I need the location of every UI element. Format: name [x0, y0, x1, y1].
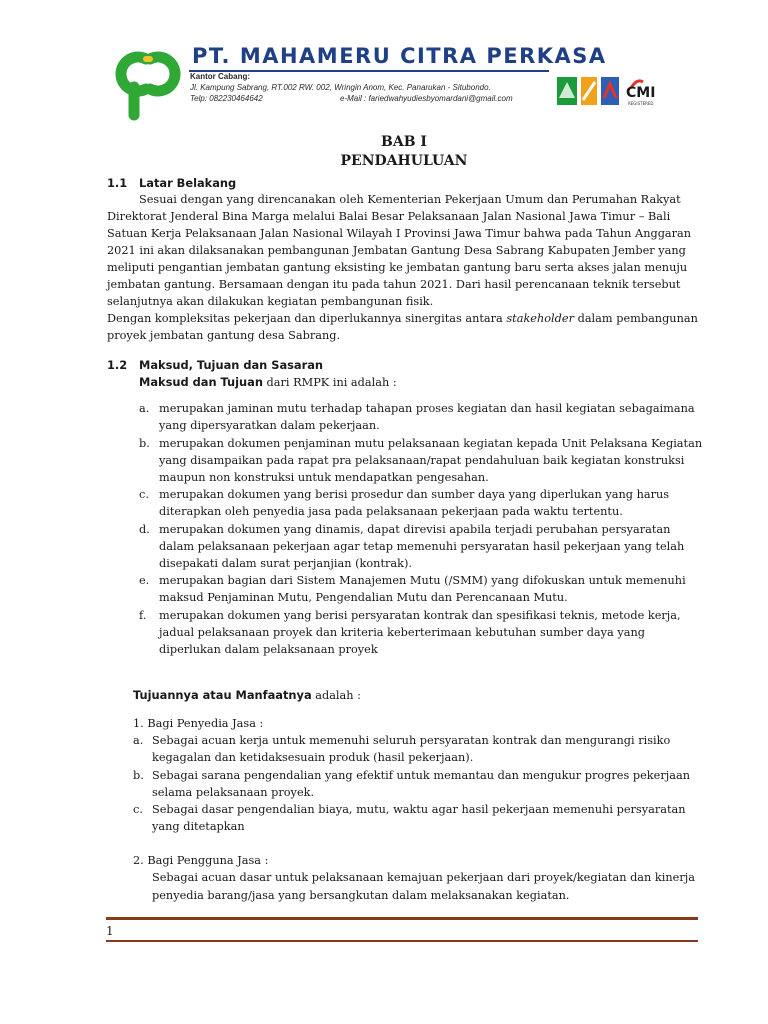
list-item-line: merupakan dokumen yang dinamis, dapat direvisi apabila terjadi perubahan persyaratan: [159, 522, 671, 536]
footer-rule: [106, 917, 698, 920]
list-item-line: merupakan dokumen penjaminan mutu pelaksanaan kegiatan kepada Unit Pelaksana Kegiatan: [159, 436, 703, 450]
branch-label: Kantor Cabang:: [190, 72, 250, 81]
list-item-line: diperlukan dalam pelaksanaan proyek: [159, 642, 378, 656]
paragraph-line: 2021 ini akan dilaksanakan pembangunan Jembatan Gantung Desa Sabrang Kabupaten Jember yang: [107, 244, 686, 257]
section-number: 1.1: [107, 176, 128, 190]
subsection-heading: Tujuannya atau Manfaatnya adalah :: [133, 688, 361, 702]
paragraph-line: Direktorat Jenderal Bina Marga melalui Balai Besar Pelaksanaan Jalan Nasional Jawa Timur – Bali: [107, 210, 671, 223]
paragraph-line: meliputi pengantian jembatan gantung eksisting ke jembatan gantung baru serta akses jalan menuju: [107, 261, 688, 274]
paragraph-line: Satuan Kerja Pelaksanaan Jalan Nasional Wilayah I Provinsi Jawa Timur bahwa pada Tahun Anggaran: [107, 227, 692, 240]
certification-badge-icon: [556, 76, 578, 106]
paragraph-line: proyek jembatan gantung desa Sabrang.: [107, 329, 341, 342]
list-item-line: Sebagai sarana pengendalian yang efektif untuk memantau dan mengukur progres pekerjaan: [152, 768, 690, 782]
list-label: f.: [139, 608, 147, 622]
certification-badge-icon: [600, 76, 620, 106]
list-label: c.: [133, 803, 143, 816]
group-heading: 1. Bagi Penyedia Jasa :: [133, 717, 264, 730]
list-label: d.: [139, 522, 150, 536]
list-label: c.: [139, 488, 149, 501]
chapter-title: PENDAHULUAN: [340, 153, 468, 169]
list-item-line: merupakan dokumen yang berisi prosedur dan sumber daya yang diperlukan yang harus: [159, 488, 670, 501]
phone-text: Telp: 082230464642: [190, 94, 263, 103]
certification-badge-icon: [580, 76, 598, 106]
list-item-line: Sebagai acuan kerja untuk memenuhi seluruh persyaratan kontrak dan mengurangi risiko: [152, 734, 671, 747]
cmi-logo: CMI REGISTERED: [624, 78, 668, 108]
subsection-heading: Maksud dan Tujuan dari RMPK ini adalah :: [139, 375, 397, 389]
section-title: Latar Belakang: [139, 176, 237, 190]
list-item-line: diterapkan oleh penyedia jasa pada pelaksanaan pekerjaan pada waktu tertentu.: [159, 505, 623, 518]
list-item-line: dalam pelaksanaan pekerjaan agar tetap memenuhi persyaratan hasil pekerjaan yang telah: [159, 539, 685, 553]
paragraph-line: Dengan kompleksitas pekerjaan dan diperlukannya sinergitas antara stakeholder dalam pembangunan: [107, 312, 698, 325]
list-label: a.: [139, 402, 150, 415]
paragraph-line: selanjutnya akan dilakukan kegiatan pembangunan fisik.: [107, 295, 434, 308]
page-number: 1: [106, 924, 114, 938]
paragraph-line: jembatan gantung. Bersamaan dengan itu pada tahun 2021. Dari hasil perencanaan teknik tersebut: [107, 278, 681, 291]
list-item-line: maksud Penjaminan Mutu, Pengendalian Mutu dan Perencanaan Mutu.: [159, 591, 568, 604]
list-item-line: yang disampaikan pada rapat pra pelaksanaan/rapat pendahuluan baik kegiatan konstruksi: [159, 453, 685, 467]
company-logo: [106, 45, 190, 121]
branch-address: Jl. Kampung Sabrang, RT.002 RW. 002, Wringin Anom, Kec. Panarukan - Situbondo.: [190, 83, 491, 92]
email-text: e-Mail : fariedwahyudiesbyomardani@gmail.com: [340, 94, 513, 103]
list-item-line: Sebagai dasar pengendalian biaya, mutu, waktu agar hasil pekerjaan memenuhi persyaratan: [152, 803, 686, 816]
group-heading: 2. Bagi Pengguna Jasa :: [133, 854, 269, 867]
footer-rule: [106, 940, 698, 942]
list-item-line: merupakan jaminan mutu terhadap tahapan proses kegiatan dan hasil kegiatan sebagaimana: [159, 402, 695, 415]
list-item-line: yang dipersyaratkan dalam pekerjaan.: [159, 419, 380, 432]
list-item-line: disepakati dalam surat perjanjian (kontrak).: [159, 556, 412, 570]
company-name: PT. MAHAMERU CITRA PERKASA: [192, 44, 607, 68]
section-number: 1.2: [107, 358, 128, 372]
paragraph-line: Sesuai dengan yang direncanakan oleh Kementerian Pekerjaan Umum dan Perumahan Rakyat: [139, 193, 681, 206]
chapter-label: BAB I: [381, 134, 427, 150]
letterhead: [0, 0, 768, 125]
list-label: b.: [133, 768, 144, 782]
list-item-line: merupakan bagian dari Sistem Manajemen Mutu (/SMM) yang difokuskan untuk memenuhi: [159, 574, 686, 587]
paragraph-line: Sebagai acuan dasar untuk pelaksanaan kemajuan pekerjaan dari proyek/kegiatan dan kinerja: [152, 871, 695, 884]
list-item-line: maupun non konstruksi untuk mendapatkan pengesahan.: [159, 470, 489, 484]
list-label: a.: [133, 734, 144, 747]
section-title: Maksud, Tujuan dan Sasaran: [139, 358, 324, 372]
list-item-line: jadual pelaksanaan proyek dan kriteria keberterimaan kebutuhan sumber daya yang: [159, 625, 645, 639]
list-item-line: merupakan dokumen yang berisi persyaratan kontrak dan spesifikasi teknis, metode kerja,: [159, 608, 681, 622]
list-label: b.: [139, 436, 150, 450]
paragraph-line: penyedia barang/jasa yang bersangkutan dalam melaksanakan kegiatan.: [152, 889, 570, 902]
list-label: e.: [139, 574, 150, 587]
list-item-line: yang ditetapkan: [152, 820, 245, 833]
list-item-line: kegagalan dan ketidaksesuain produk (hasil pekerjaan).: [152, 751, 474, 764]
list-item-line: selama pelaksanaan proyek.: [152, 785, 315, 799]
